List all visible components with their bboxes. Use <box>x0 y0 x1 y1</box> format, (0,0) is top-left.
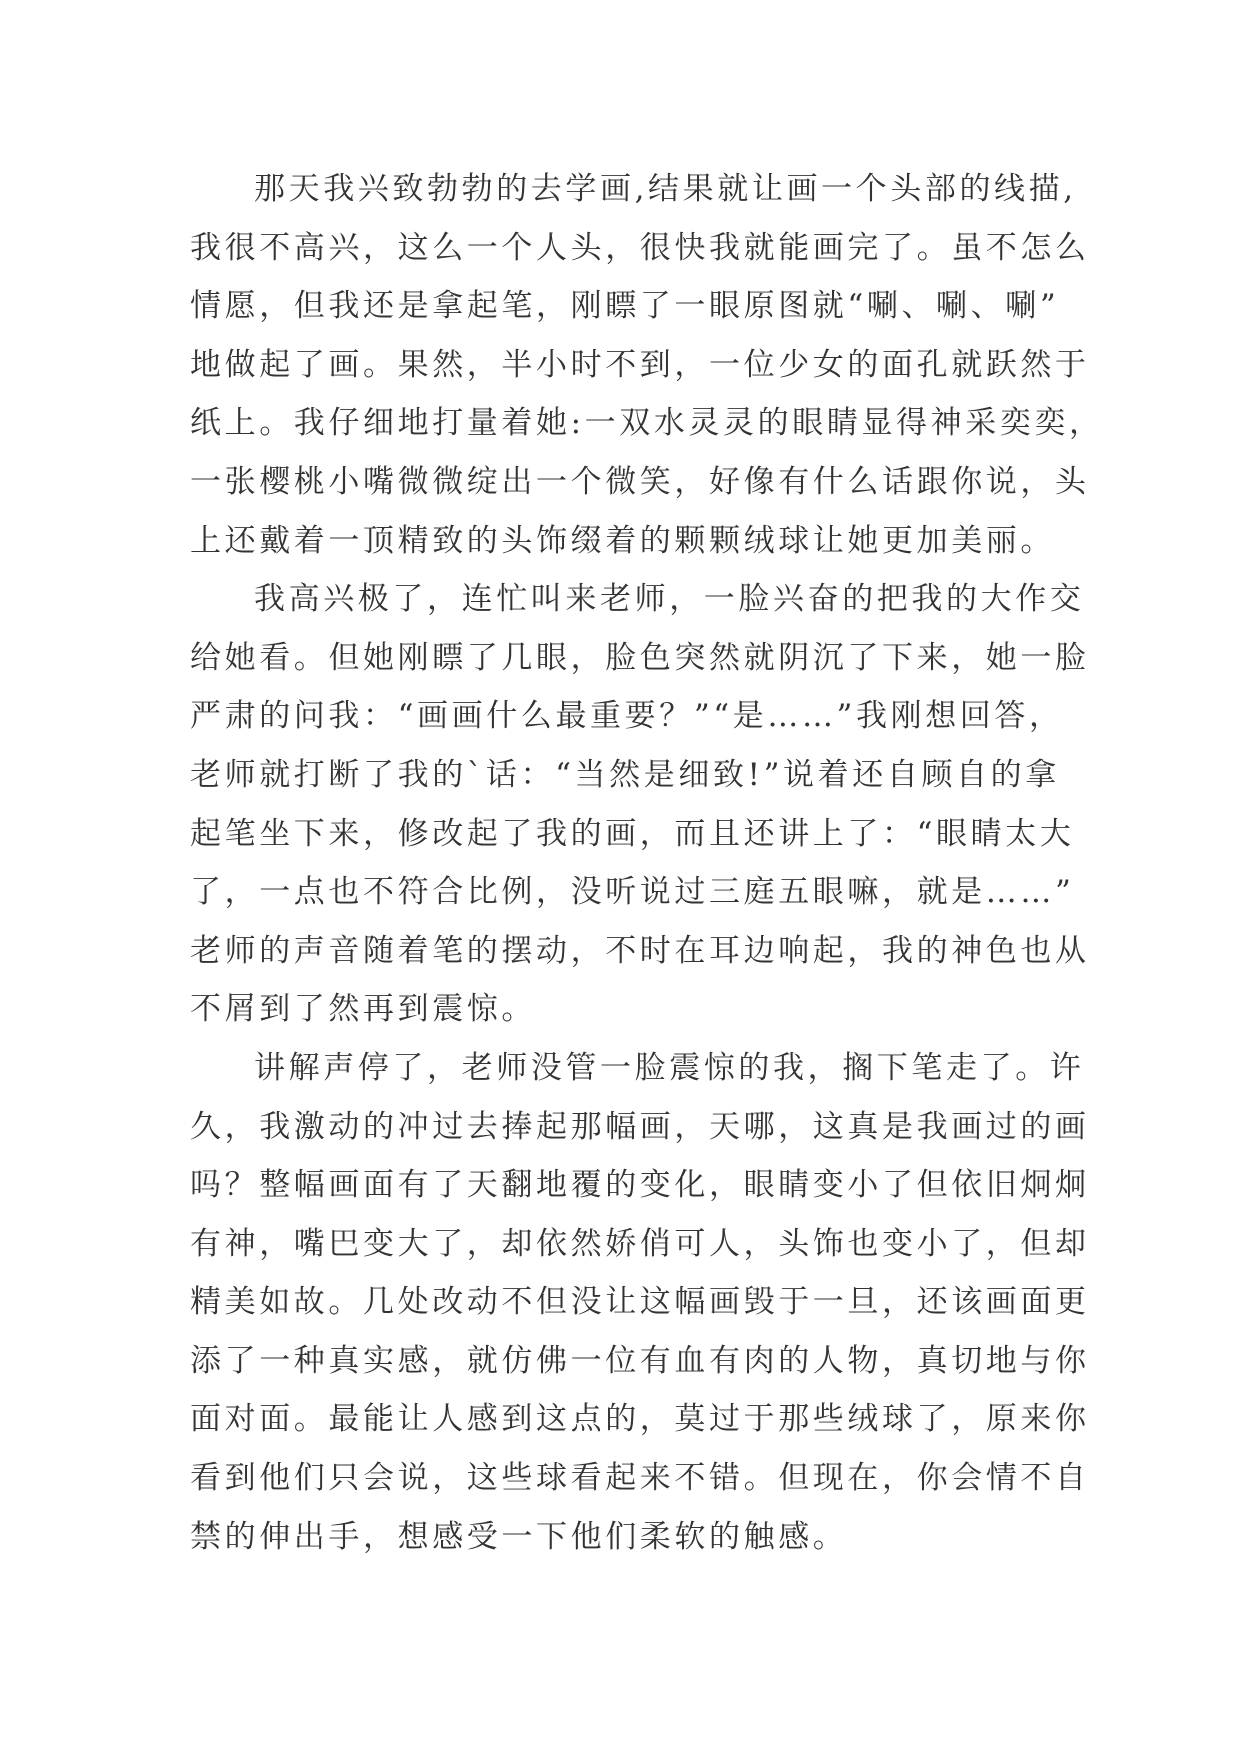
document-body <box>190 160 1104 1566</box>
text-line: 禁的伸出手，想感受一下他们柔软的触感。 <box>190 1518 848 1555</box>
text-line: 面对面。最能让人感到这点的，莫过于那些绒球了，原来你 <box>190 1401 1090 1438</box>
text-line: 讲解声停了，老师没管一脸震惊的我，搁下笔走了。许 <box>254 1049 1085 1086</box>
text-line: 不屑到了然再到震惊。 <box>190 991 536 1028</box>
text-line: 情愿，但我还是拿起笔，刚瞟了一眼原图就“唰、唰、唰” <box>190 288 1060 325</box>
text-line: 老师的声音随着笔的摆动，不时在耳边响起，我的神色也从 <box>190 932 1090 969</box>
text-line: 地做起了画。果然，半小时不到，一位少女的面孔就跃然于 <box>190 346 1090 383</box>
text-line: 严肃的问我：“画画什么最重要？”“是……”我刚想回答， <box>190 698 1064 735</box>
text-line: 精美如故。几处改动不但没让这幅画毁于一旦，还该画面更 <box>190 1284 1090 1321</box>
paragraph-1 <box>190 160 1104 570</box>
text-line: 上还戴着一顶精致的头饰缀着的颗颗绒球让她更加美丽。 <box>190 522 1055 559</box>
text-line: 吗？整幅画面有了天翻地覆的变化，眼睛变小了但依旧炯炯 <box>190 1167 1090 1204</box>
text-line: 了，一点也不符合比例，没听说过三庭五眼嘛，就是……” <box>190 874 1075 911</box>
text-line: 我很不高兴，这么一个人头，很快我就能画完了。虽不怎么 <box>190 229 1090 266</box>
text-line: 那天我兴致勃勃的去学画,结果就让画一个头部的线描, <box>254 171 1077 207</box>
text-line: 久，我激动的冲过去捧起那幅画，天哪，这真是我画过的画 <box>190 1108 1090 1145</box>
text-line: 有神，嘴巴变大了，却依然娇俏可人，头饰也变小了，但却 <box>190 1225 1090 1262</box>
text-line: 一张樱桃小嘴微微绽出一个微笑，好像有什么话跟你说，头 <box>190 463 1090 500</box>
text-line: 起笔坐下来，修改起了我的画，而且还讲上了：“眼睛太大 <box>190 815 1075 852</box>
text-line: 给她看。但她刚瞟了几眼，脸色突然就阴沉了下来，她一脸 <box>190 639 1090 676</box>
text-line: 看到他们只会说，这些球看起来不错。但现在，你会情不自 <box>190 1460 1090 1497</box>
text-line: 我高兴极了，连忙叫来老师，一脸兴奋的把我的大作交 <box>254 581 1085 618</box>
paragraph-2 <box>190 570 1090 1039</box>
text-line: 老师就打断了我的`话：“当然是细致!”说着还自顾自的拿 <box>190 756 1060 793</box>
text-line: 添了一种真实感，就仿佛一位有血有肉的人物，真切地与你 <box>190 1342 1090 1379</box>
paragraph-3 <box>190 1039 1090 1566</box>
text-line: 纸上。我仔细地打量着她:一双水灵灵的眼睛显得神采奕奕， <box>190 405 1104 442</box>
